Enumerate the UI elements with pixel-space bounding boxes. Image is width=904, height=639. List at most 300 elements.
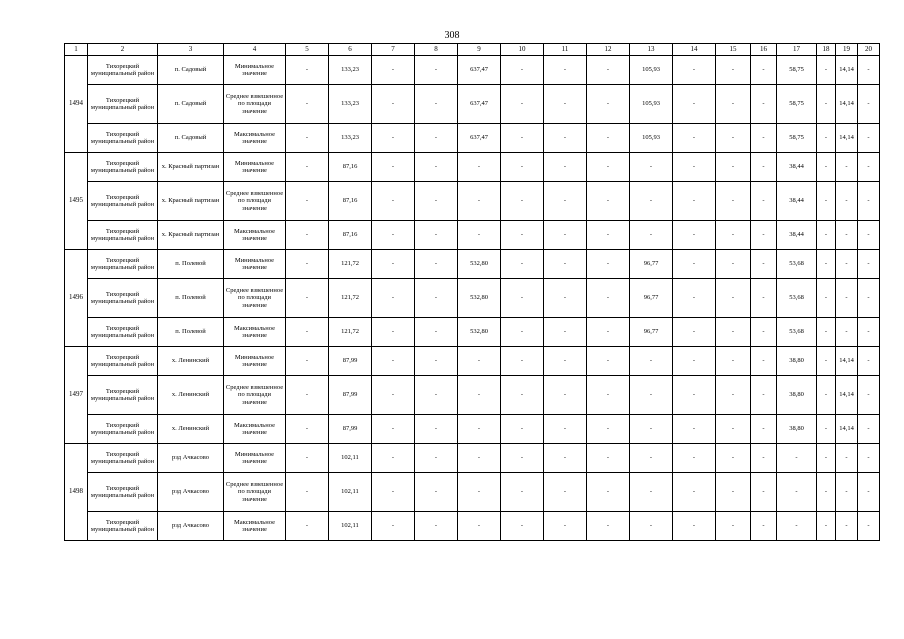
table-cell: -	[501, 376, 544, 415]
table-cell: 53,68	[777, 279, 817, 318]
table-cell: 102,11	[329, 512, 372, 541]
table-cell: 637,47	[458, 56, 501, 85]
record-number: 1494	[65, 56, 88, 153]
table-cell: -	[858, 473, 880, 512]
table-cell: -	[836, 250, 858, 279]
table-cell: 53,68	[777, 318, 817, 347]
table-cell: -	[836, 318, 858, 347]
table-cell: -	[836, 153, 858, 182]
table-cell: 38,44	[777, 153, 817, 182]
table-cell: -	[630, 415, 673, 444]
table-cell: -	[587, 512, 630, 541]
table-cell: -	[544, 415, 587, 444]
table-cell: -	[673, 415, 716, 444]
table-cell: -	[544, 153, 587, 182]
table-cell: -	[858, 56, 880, 85]
table-cell: -	[415, 512, 458, 541]
table-cell: -	[372, 124, 415, 153]
table-cell: -	[501, 182, 544, 221]
table-cell: Минимальное значение	[224, 56, 286, 85]
table-cell: -	[501, 318, 544, 347]
table-cell: -	[858, 221, 880, 250]
table-cell: -	[372, 153, 415, 182]
table-cell: -	[673, 153, 716, 182]
column-header: 5	[286, 44, 329, 56]
table-cell: Тихорецкий муниципальный район	[88, 85, 158, 124]
table-cell: -	[587, 221, 630, 250]
table-cell: 87,16	[329, 153, 372, 182]
column-header: 17	[777, 44, 817, 56]
table-cell: х. Красный партизан	[158, 153, 224, 182]
table-cell: -	[817, 124, 836, 153]
table-cell: -	[716, 347, 751, 376]
table-cell: 105,93	[630, 85, 673, 124]
table-cell: -	[673, 444, 716, 473]
table-cell: -	[836, 279, 858, 318]
table-cell: Среднее взвешенное по площади значение	[224, 279, 286, 318]
table-cell: -	[630, 444, 673, 473]
table-cell: х. Ленинский	[158, 347, 224, 376]
table-cell: -	[751, 124, 777, 153]
column-header: 20	[858, 44, 880, 56]
table-cell: -	[458, 415, 501, 444]
table-cell: -	[716, 153, 751, 182]
table-cell: -	[630, 376, 673, 415]
column-header: 9	[458, 44, 501, 56]
table-cell: -	[458, 512, 501, 541]
table-cell: -	[415, 444, 458, 473]
table-cell: 87,16	[329, 221, 372, 250]
table-cell: -	[673, 318, 716, 347]
table-cell: 87,16	[329, 182, 372, 221]
table-cell: -	[716, 318, 751, 347]
table-cell: 87,99	[329, 376, 372, 415]
table-cell: -	[372, 85, 415, 124]
table-cell: -	[286, 279, 329, 318]
table-cell: -	[751, 56, 777, 85]
table-cell: рзд Ачкасово	[158, 473, 224, 512]
table-cell: -	[286, 56, 329, 85]
table-row	[65, 153, 880, 182]
header-row	[65, 44, 880, 56]
table-cell: Тихорецкий муниципальный район	[88, 444, 158, 473]
table-cell: -	[286, 347, 329, 376]
table-cell: Тихорецкий муниципальный район	[88, 182, 158, 221]
table-cell: -	[544, 512, 587, 541]
table-row	[65, 347, 880, 376]
table-cell: Минимальное значение	[224, 444, 286, 473]
table-cell: -	[858, 376, 880, 415]
table-cell: Максимальное значение	[224, 318, 286, 347]
column-header: 6	[329, 44, 372, 56]
table-cell: Тихорецкий муниципальный район	[88, 512, 158, 541]
table-row	[65, 444, 880, 473]
table-cell: -	[817, 221, 836, 250]
table-cell: -	[544, 56, 587, 85]
table-cell: п. Садовый	[158, 85, 224, 124]
table-cell: -	[630, 221, 673, 250]
table-cell: 14,14	[836, 347, 858, 376]
table-cell: -	[544, 124, 587, 153]
table-cell: 14,14	[836, 376, 858, 415]
table-cell: -	[458, 347, 501, 376]
table-cell: -	[372, 221, 415, 250]
table-cell: -	[817, 318, 836, 347]
table-cell: -	[458, 444, 501, 473]
table-cell: -	[836, 444, 858, 473]
table-cell: -	[751, 250, 777, 279]
table-cell: Тихорецкий муниципальный район	[88, 153, 158, 182]
table-cell: -	[817, 376, 836, 415]
table-cell: -	[858, 318, 880, 347]
table-cell: 58,75	[777, 56, 817, 85]
table-cell: -	[777, 512, 817, 541]
table-cell: Тихорецкий муниципальный район	[88, 250, 158, 279]
table-cell: -	[415, 473, 458, 512]
table-cell: -	[501, 415, 544, 444]
table-cell: -	[501, 473, 544, 512]
table-cell: -	[286, 221, 329, 250]
table-cell: 133,23	[329, 85, 372, 124]
table-cell: -	[858, 85, 880, 124]
table-row	[65, 85, 880, 124]
table-cell: -	[716, 415, 751, 444]
table-cell: -	[817, 85, 836, 124]
table-row	[65, 250, 880, 279]
table-row	[65, 124, 880, 153]
column-header: 1	[65, 44, 88, 56]
table-cell: -	[458, 376, 501, 415]
table-cell: -	[372, 376, 415, 415]
table-cell: Среднее взвешенное по площади значение	[224, 182, 286, 221]
table-cell: -	[858, 153, 880, 182]
table-cell: 14,14	[836, 56, 858, 85]
table-cell: рзд Ачкасово	[158, 444, 224, 473]
table-cell: -	[372, 473, 415, 512]
table-cell: 87,99	[329, 347, 372, 376]
table-cell: п. Садовый	[158, 56, 224, 85]
table-cell: 133,23	[329, 124, 372, 153]
table-cell: -	[415, 279, 458, 318]
table-cell: -	[751, 153, 777, 182]
table-cell: -	[716, 250, 751, 279]
table-cell: -	[858, 182, 880, 221]
values-table	[64, 43, 880, 541]
table-cell: -	[544, 221, 587, 250]
table-cell: -	[286, 376, 329, 415]
table-cell: п. Полевой	[158, 250, 224, 279]
table-cell: 38,80	[777, 415, 817, 444]
table-cell: -	[544, 318, 587, 347]
table-cell: -	[673, 250, 716, 279]
table-cell: -	[751, 415, 777, 444]
table-cell: 38,44	[777, 182, 817, 221]
column-header: 4	[224, 44, 286, 56]
table-cell: -	[415, 124, 458, 153]
column-header: 15	[716, 44, 751, 56]
record-number: 1498	[65, 444, 88, 541]
table-cell: 102,11	[329, 444, 372, 473]
table-cell: -	[544, 347, 587, 376]
table-cell: -	[630, 512, 673, 541]
table-cell: -	[673, 347, 716, 376]
table-cell: -	[587, 473, 630, 512]
table-cell: Максимальное значение	[224, 221, 286, 250]
table-cell: -	[587, 318, 630, 347]
table-cell: -	[286, 182, 329, 221]
table-cell: 105,93	[630, 56, 673, 85]
table-cell: -	[372, 250, 415, 279]
table-cell: Тихорецкий муниципальный район	[88, 221, 158, 250]
table-cell: х. Красный партизан	[158, 221, 224, 250]
table-cell: -	[458, 153, 501, 182]
table-cell: Максимальное значение	[224, 512, 286, 541]
table-cell: Минимальное значение	[224, 153, 286, 182]
table-cell: Тихорецкий муниципальный район	[88, 347, 158, 376]
table-cell: -	[751, 318, 777, 347]
table-cell: -	[415, 182, 458, 221]
table-cell: -	[501, 153, 544, 182]
table-cell: рзд Ачкасово	[158, 512, 224, 541]
table-cell: 14,14	[836, 415, 858, 444]
table-row	[65, 415, 880, 444]
table-cell: -	[716, 221, 751, 250]
column-header: 3	[158, 44, 224, 56]
table-cell: -	[817, 415, 836, 444]
table-cell: -	[751, 473, 777, 512]
table-cell: -	[286, 124, 329, 153]
table-row	[65, 182, 880, 221]
table-cell: п. Полевой	[158, 279, 224, 318]
table-cell: -	[587, 444, 630, 473]
table-cell: Максимальное значение	[224, 124, 286, 153]
table-cell: -	[817, 347, 836, 376]
table-row	[65, 279, 880, 318]
table-cell: 121,72	[329, 279, 372, 318]
table-cell: -	[673, 182, 716, 221]
table-cell: -	[817, 182, 836, 221]
table-cell: -	[716, 182, 751, 221]
table-cell: Тихорецкий муниципальный район	[88, 415, 158, 444]
table-cell: -	[501, 250, 544, 279]
table-cell: -	[415, 318, 458, 347]
table-cell: -	[501, 56, 544, 85]
table-cell: -	[858, 415, 880, 444]
table-cell: -	[751, 221, 777, 250]
table-cell: 53,68	[777, 250, 817, 279]
table-cell: -	[544, 473, 587, 512]
table-cell: Среднее взвешенное по площади значение	[224, 85, 286, 124]
table-cell: -	[286, 444, 329, 473]
table-cell: -	[836, 182, 858, 221]
table-cell: -	[587, 85, 630, 124]
table-cell: 121,72	[329, 250, 372, 279]
column-header: 7	[372, 44, 415, 56]
table-cell: -	[544, 250, 587, 279]
table-cell: -	[372, 444, 415, 473]
table-cell: -	[415, 347, 458, 376]
table-cell: Тихорецкий муниципальный район	[88, 279, 158, 318]
table-cell: -	[501, 124, 544, 153]
table-cell: 96,77	[630, 279, 673, 318]
table-cell: -	[587, 153, 630, 182]
table-cell: 58,75	[777, 124, 817, 153]
table-cell: -	[372, 56, 415, 85]
table-cell: -	[817, 512, 836, 541]
table-cell: -	[817, 250, 836, 279]
table-cell: Среднее взвешенное по площади значение	[224, 376, 286, 415]
table-cell: -	[751, 182, 777, 221]
table-cell: -	[858, 279, 880, 318]
table-row	[65, 56, 880, 85]
table-cell: -	[544, 85, 587, 124]
table-cell: -	[836, 512, 858, 541]
table-cell: -	[286, 250, 329, 279]
table-cell: -	[458, 473, 501, 512]
table-cell: -	[415, 415, 458, 444]
table-cell: п. Садовый	[158, 124, 224, 153]
table-cell: -	[286, 318, 329, 347]
table-cell: -	[630, 182, 673, 221]
table-cell: -	[415, 376, 458, 415]
table-cell: -	[587, 279, 630, 318]
table-cell: -	[544, 376, 587, 415]
table-cell: -	[673, 85, 716, 124]
table-cell: Тихорецкий муниципальный район	[88, 318, 158, 347]
table-cell: -	[817, 444, 836, 473]
table-cell: Максимальное значение	[224, 415, 286, 444]
table-cell: -	[587, 415, 630, 444]
table-cell: -	[858, 347, 880, 376]
table-cell: -	[501, 85, 544, 124]
table-cell: Тихорецкий муниципальный район	[88, 124, 158, 153]
table-cell: -	[777, 473, 817, 512]
table-cell: -	[372, 318, 415, 347]
table-cell: -	[836, 221, 858, 250]
table-cell: -	[372, 512, 415, 541]
table-cell: -	[858, 512, 880, 541]
table-row	[65, 473, 880, 512]
table-cell: 532,80	[458, 250, 501, 279]
table-cell: -	[415, 250, 458, 279]
table-cell: 96,77	[630, 318, 673, 347]
table-cell: -	[673, 56, 716, 85]
table-cell: -	[777, 444, 817, 473]
table-cell: 14,14	[836, 85, 858, 124]
table-cell: -	[587, 56, 630, 85]
table-cell: 14,14	[836, 124, 858, 153]
column-header: 16	[751, 44, 777, 56]
table-cell: 102,11	[329, 473, 372, 512]
column-header: 12	[587, 44, 630, 56]
table-cell: -	[673, 376, 716, 415]
table-cell: -	[630, 153, 673, 182]
table-cell: 532,80	[458, 318, 501, 347]
table-cell: 121,72	[329, 318, 372, 347]
table-cell: Тихорецкий муниципальный район	[88, 473, 158, 512]
table-cell: -	[716, 444, 751, 473]
table-cell: Тихорецкий муниципальный район	[88, 56, 158, 85]
table-cell: -	[751, 376, 777, 415]
table-cell: -	[716, 124, 751, 153]
table-cell: -	[372, 415, 415, 444]
table-cell: -	[858, 444, 880, 473]
page-number: 308	[444, 30, 460, 41]
table-cell: 87,99	[329, 415, 372, 444]
table-cell: -	[673, 473, 716, 512]
table-cell: -	[817, 153, 836, 182]
table-cell: -	[716, 85, 751, 124]
table-cell: -	[673, 221, 716, 250]
table-cell: -	[286, 512, 329, 541]
table-cell: 637,47	[458, 124, 501, 153]
table-cell: -	[415, 153, 458, 182]
table-cell: -	[817, 56, 836, 85]
table-cell: -	[458, 182, 501, 221]
table-cell: Тихорецкий муниципальный район	[88, 376, 158, 415]
table-cell: -	[501, 444, 544, 473]
column-header: 19	[836, 44, 858, 56]
table-cell: -	[587, 376, 630, 415]
table-cell: -	[751, 85, 777, 124]
table-cell: -	[716, 473, 751, 512]
table-cell: -	[858, 124, 880, 153]
table-cell: х. Красный партизан	[158, 182, 224, 221]
table-cell: -	[587, 124, 630, 153]
table-cell: Среднее взвешенное по площади значение	[224, 473, 286, 512]
table-cell: 38,80	[777, 347, 817, 376]
column-header: 11	[544, 44, 587, 56]
table-cell: -	[817, 473, 836, 512]
table-cell: -	[415, 85, 458, 124]
column-header: 10	[501, 44, 544, 56]
table-row	[65, 376, 880, 415]
record-number: 1495	[65, 153, 88, 250]
table-cell: -	[751, 444, 777, 473]
table-cell: -	[716, 56, 751, 85]
table-cell: -	[751, 512, 777, 541]
table-cell: -	[501, 221, 544, 250]
table-cell: п. Полевой	[158, 318, 224, 347]
table-cell: -	[458, 221, 501, 250]
table-cell: 133,23	[329, 56, 372, 85]
table-cell: -	[751, 279, 777, 318]
table-cell: -	[836, 473, 858, 512]
table-cell: -	[716, 512, 751, 541]
record-number: 1497	[65, 347, 88, 444]
table-cell: 96,77	[630, 250, 673, 279]
table-row	[65, 512, 880, 541]
table-cell: -	[817, 279, 836, 318]
table-cell: -	[544, 182, 587, 221]
table-cell: -	[587, 182, 630, 221]
table-cell: -	[751, 347, 777, 376]
column-header: 8	[415, 44, 458, 56]
table-cell: -	[716, 376, 751, 415]
table-cell: 637,47	[458, 85, 501, 124]
column-header: 18	[817, 44, 836, 56]
table-cell: -	[587, 250, 630, 279]
table-cell: -	[372, 182, 415, 221]
table-cell: х. Ленинский	[158, 376, 224, 415]
table-cell: 532,80	[458, 279, 501, 318]
column-header: 13	[630, 44, 673, 56]
table-cell: -	[415, 56, 458, 85]
table-cell: -	[501, 512, 544, 541]
table-cell: 58,75	[777, 85, 817, 124]
record-number: 1496	[65, 250, 88, 347]
table-cell: 105,93	[630, 124, 673, 153]
